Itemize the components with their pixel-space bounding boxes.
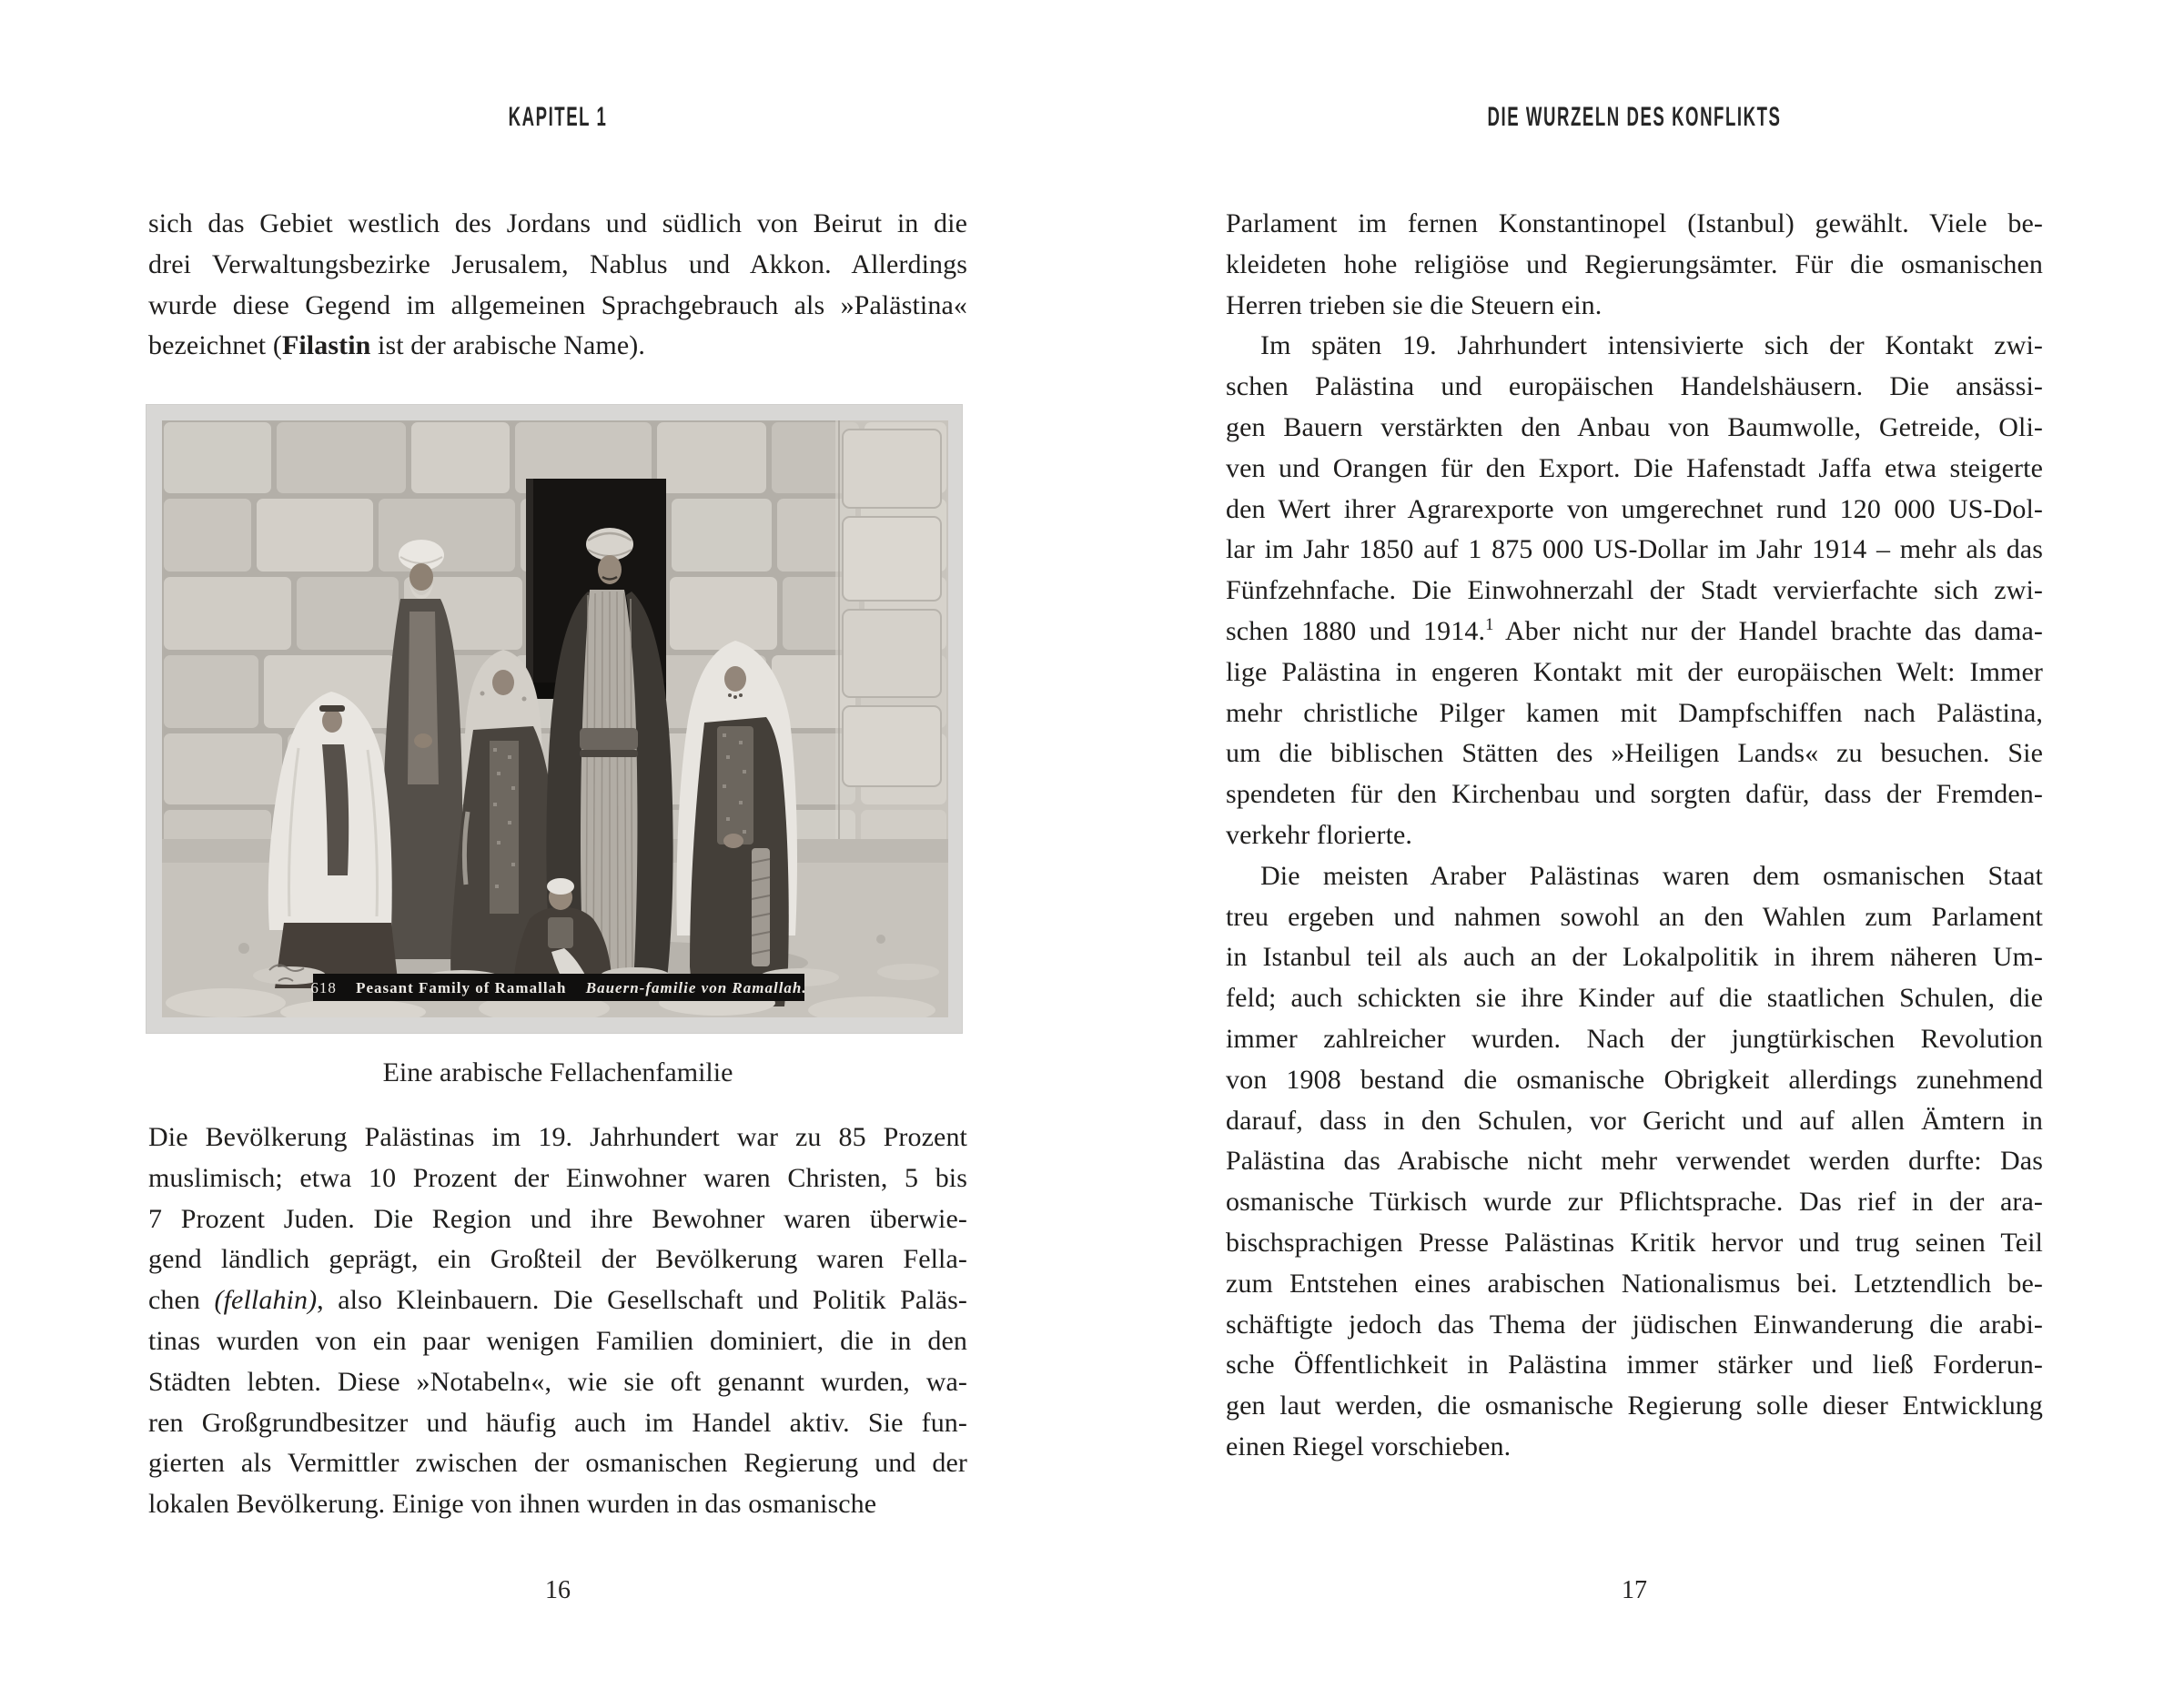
text-line: gierten als Vermittler zwischen der osmanischen Regierung und der bbox=[148, 1448, 967, 1479]
text-line: Im späten 19. Jahrhundert intensivierte sich der Kontakt zwi- bbox=[1260, 330, 2043, 361]
text-line: schäftigte jedoch das Thema der jüdischen Einwanderung die arabi- bbox=[1226, 1309, 2043, 1340]
text-line: lar im Jahr 1850 auf 1 875 000 US-Dollar im Jahr 1914 – mehr als das bbox=[1226, 534, 2043, 565]
text-line: gend ländlich geprägt, ein Großteil der Bevölkerung waren Fella- bbox=[148, 1244, 967, 1275]
running-head-right: DIE WURZELN DES KONFLIKTS bbox=[1487, 102, 1782, 132]
text-line: wurde diese Gegend im allgemeinen Sprachgebrauch als »Palästina« bbox=[148, 289, 967, 320]
text-line: darauf, dass in den Schulen, vor Gericht und auf allen Ämtern in bbox=[1226, 1105, 2043, 1136]
text-line: osmanische Türkisch wurde zur Pflichtsprache. Das rief in der ara- bbox=[1226, 1187, 2043, 1218]
text-line: schen 1880 und 1914.$^1$ Aber nicht nur der Handel brachte das dama- bbox=[1226, 614, 2043, 646]
family-photo bbox=[162, 420, 948, 1017]
text-line: Die Bevölkerung Palästinas im 19. Jahrhundert war zu 85 Prozent bbox=[148, 1122, 967, 1152]
text-line: spendeten für den Kirchenbau und sorgten dafür, dass der Fremden- bbox=[1226, 779, 2043, 810]
svg-text:618 Peasant Family bbox=[310, 979, 806, 996]
page-number-left: 16 bbox=[545, 1576, 571, 1604]
text-line: Palästina das Arabische nicht mehr verwendet werden durfte: Das bbox=[1226, 1146, 2043, 1177]
text-line: zum Entstehen eines arabischen Nationalismus bei. Letztendlich be- bbox=[1226, 1268, 2043, 1299]
text-line: ven und Orangen für den Export. Die Hafenstadt Jaffa etwa steigerte bbox=[1226, 452, 2043, 483]
photo-caption-plate bbox=[310, 974, 806, 1001]
left-page bbox=[148, 0, 967, 1699]
text-line: um die biblischen Stätten des »Heiligen Lands« zu besuchen. Sie bbox=[1226, 738, 2043, 769]
text-line: schen Palästina und europäischen Handelshäusern. Die ansässi- bbox=[1226, 371, 2043, 402]
text-line: lige Palästina in engeren Kontakt mit der europäischen Welt: Immer bbox=[1226, 656, 2043, 687]
text-line: sich das Gebiet westlich des Jordans und südlich von Beirut in die bbox=[148, 208, 967, 238]
text-line: Städten lebten. Diese »Notabeln«, wie sie oft genannt wurden, wa- bbox=[148, 1366, 967, 1397]
right-page bbox=[1226, 0, 2043, 1699]
text-line: verkehr florierte. bbox=[1226, 819, 1413, 850]
text-line: treu ergeben und nahmen sowohl an den Wahlen zum Parlament bbox=[1226, 901, 2043, 932]
text-line: muslimisch; etwa 10 Prozent der Einwohner waren Christen, 5 bis bbox=[148, 1162, 967, 1193]
plate-number: 618 bbox=[310, 979, 337, 996]
text-line: in Istanbul teil als auch an der Lokalpolitik in ihrem näheren Um- bbox=[1226, 942, 2043, 973]
text-line: bezeichnet (Filastin ist der arabische Name). bbox=[148, 330, 645, 361]
text-line: gen laut werden, die osmanische Regierung solle dieser Entwicklung bbox=[1226, 1391, 2043, 1421]
text-line: bischsprachigen Presse Palästinas Kritik hervor und trug seinen Teil bbox=[1226, 1227, 2043, 1258]
text-line: chen (fellahin), also Kleinbauern. Die Gesellschaft und Politik Paläs- bbox=[148, 1285, 967, 1316]
right-text-paragraphs bbox=[1226, 204, 2043, 1468]
text-line: lokalen Bevölkerung. Einige von ihnen wurden in das osmanische bbox=[148, 1489, 877, 1520]
text-line: mehr christliche Pilger kamen mit Dampfschiffen nach Palästina, bbox=[1226, 697, 2043, 728]
text-line: drei Verwaltungsbezirke Jerusalem, Nablus und Akkon. Allerdings bbox=[148, 248, 967, 279]
photo-caption: Eine arabische Fellachenfamilie bbox=[382, 1057, 733, 1087]
text-line: Parlament im fernen Konstantinopel (Istanbul) gewählt. Viele be- bbox=[1226, 208, 2043, 238]
text-line: sche Öffentlichkeit in Palästina immer stärker und ließ Forderun- bbox=[1226, 1350, 2043, 1380]
family-photo-figure bbox=[146, 404, 963, 1034]
text-line: kleideten hohe religiöse und Regierungsämter. Für die osmanischen bbox=[1226, 248, 2043, 279]
left-intro-paragraph bbox=[148, 204, 967, 367]
left-body-paragraph bbox=[148, 1117, 967, 1525]
text-line: den Wert ihrer Agrarexporte von umgerechnet rund 120 000 US-Dol- bbox=[1226, 493, 2043, 524]
page-number-right: 17 bbox=[1622, 1576, 1647, 1604]
text-line: Die meisten Araber Palästinas waren dem osmanischen Staat bbox=[1260, 860, 2043, 891]
text-line: ren Großgrundbesitzer und häufig auch im Handel aktiv. Sie fun- bbox=[148, 1407, 967, 1438]
running-head-left: KAPITEL 1 bbox=[508, 102, 608, 132]
text-line: Herren trieben sie die Steuern ein. bbox=[1226, 289, 1603, 320]
wall-corner bbox=[835, 420, 948, 848]
text-line: feld; auch schickten sie ihre Kinder auf die staatlichen Schulen, die bbox=[1226, 983, 2043, 1014]
figure-woman-right bbox=[677, 641, 798, 1006]
text-line: von 1908 bestand die osmanische Obrigkeit allerdings zunehmend bbox=[1226, 1064, 2043, 1095]
text-line: gen Bauern verstärkten den Anbau von Baumwolle, Getreide, Oli- bbox=[1226, 411, 2043, 442]
plate-title-english: Peasant Family of Ramallah bbox=[356, 979, 567, 996]
text-line: tinas wurden von ein paar wenigen Familien dominiert, die in den bbox=[148, 1325, 967, 1356]
text-line: Fünfzehnfache. Die Einwohnerzahl der Stadt vervierfachte sich zwi- bbox=[1226, 575, 2043, 606]
text-line: immer zahlreicher wurden. Nach der jungtürkischen Revolution bbox=[1226, 1023, 2043, 1054]
text-line: 7 Prozent Juden. Die Region und ihre Bewohner waren überwie- bbox=[148, 1203, 967, 1234]
plate-title-german: Bauern-familie von Ramallah. bbox=[585, 979, 807, 996]
text-line: einen Riegel vorschieben. bbox=[1226, 1431, 1512, 1461]
